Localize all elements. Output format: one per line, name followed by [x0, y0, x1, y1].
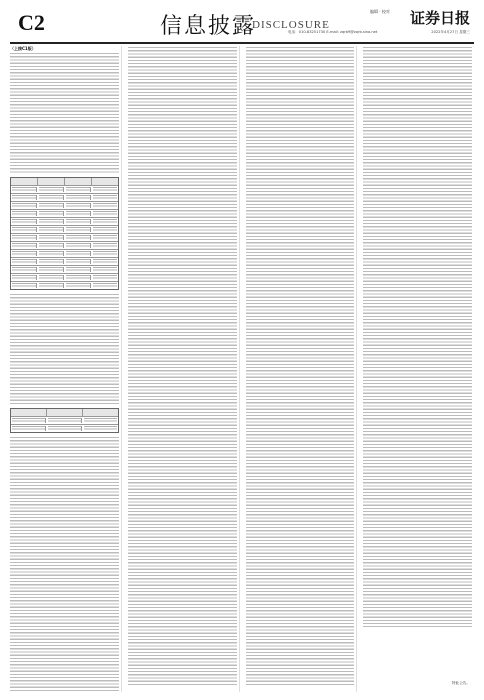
table-row	[11, 225, 118, 233]
column-3	[246, 46, 358, 692]
table-row	[11, 273, 118, 281]
table-header-row	[11, 409, 118, 416]
text-block	[128, 47, 237, 687]
table-row	[11, 185, 118, 193]
publication-date: 2022年4月27日 星期三	[431, 30, 470, 34]
table-row	[11, 265, 118, 273]
editor-credit: 编辑 · 校对	[370, 9, 390, 14]
article-columns	[10, 46, 474, 692]
newspaper-masthead: 证券日报	[409, 9, 470, 27]
text-block	[10, 53, 119, 173]
text-block	[10, 294, 119, 404]
column-4	[363, 46, 474, 692]
table-row	[11, 257, 118, 265]
data-table	[10, 408, 119, 433]
column-1-heading: （上接C1版）	[10, 46, 36, 51]
table-row	[11, 217, 118, 225]
data-table	[10, 177, 119, 290]
contact-line: 电话：010-83251730 E-mail: zqrb9@zqrb.sina.net	[288, 30, 378, 34]
page-code: C2	[18, 10, 45, 35]
table-row	[11, 201, 118, 209]
page-header	[10, 4, 474, 44]
table-row	[11, 424, 118, 432]
table-row	[11, 241, 118, 249]
table-row	[11, 193, 118, 201]
section-title: 信息披露	[160, 14, 257, 39]
section-title-english: DISCLOSURE	[252, 19, 330, 31]
table-row	[11, 233, 118, 241]
table-header-row	[11, 178, 118, 185]
column-1	[10, 46, 122, 692]
text-block	[246, 47, 355, 687]
table-row	[11, 416, 118, 424]
column-2	[128, 46, 240, 692]
table-row	[11, 209, 118, 217]
text-block	[363, 47, 472, 627]
text-block	[10, 437, 119, 692]
table-row	[11, 249, 118, 257]
table-row	[11, 281, 118, 289]
closing-signature: 特此公告。	[452, 681, 470, 685]
